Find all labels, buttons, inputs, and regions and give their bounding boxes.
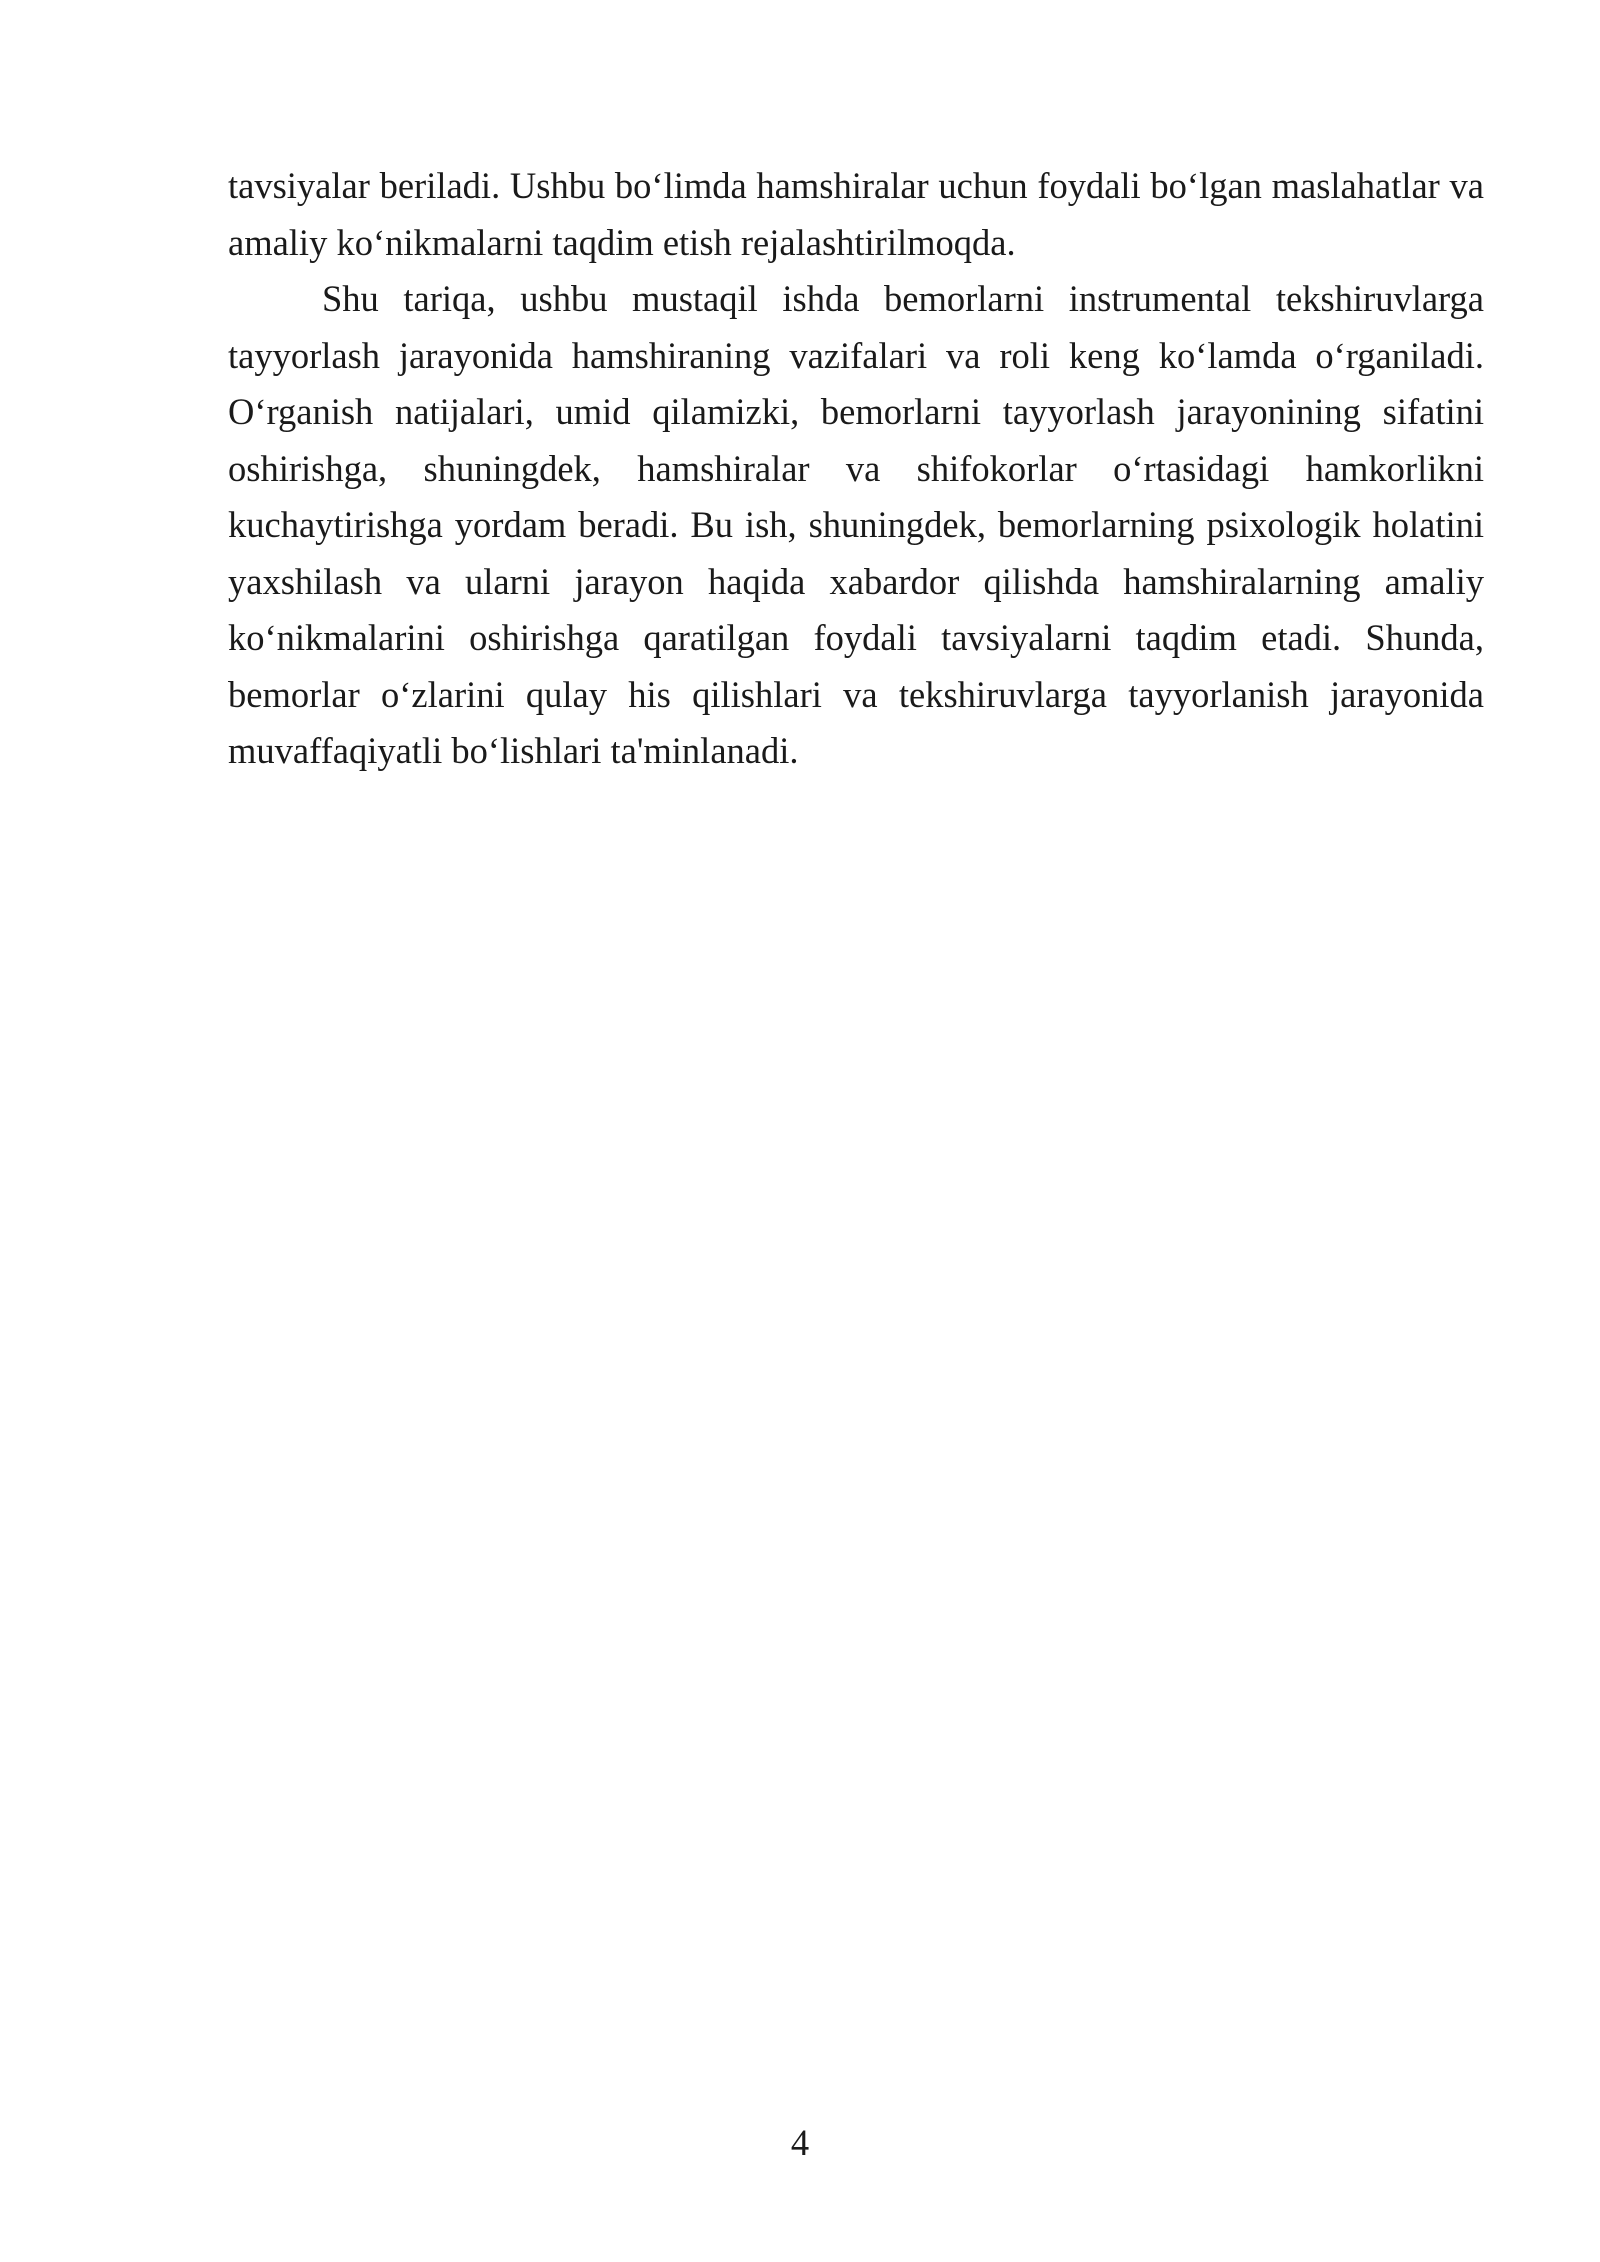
page-number: 4 (790, 2122, 810, 2163)
body-text (228, 158, 1484, 780)
paragraph-conclusion: Shu tariqa, ushbu mustaqil ishda bemorlarni instrumental tekshiruvlarga tayyorlash jarayonida hamshiraning vazifalari va roli keng koʻlamda oʻrganiladi. Oʻrganish natijalari, umid qilamizki, bemorlarni tayyorlash jarayonining sifatini oshirishga, shuningdek, hamshiralar va shifokorlar oʻrtasidagi hamkorlikni kuchaytirishga yordam beradi. Bu ish, shuningdek, bemorlarning psixologik holatini yaxshilash va ularni jarayon haqida xabardor qilishda hamshiralarning amaliy koʻnikmalarini oshirishga qaratilgan foydali tavsiyalarni taqdim etadi. Shunda, bemorlar oʻzlarini qulay his qilishlari va tekshiruvlarga tayyorlanish jarayonida muvaffaqiyatli boʻlishlari ta'minlanadi. (228, 278, 1484, 771)
paragraph-continuation: tavsiyalar beriladi. Ushbu boʻlimda hamshiralar uchun foydali boʻlgan maslahatlar va amaliy koʻnikmalarni taqdim etish rejalashtirilmoqda. (228, 165, 1484, 263)
